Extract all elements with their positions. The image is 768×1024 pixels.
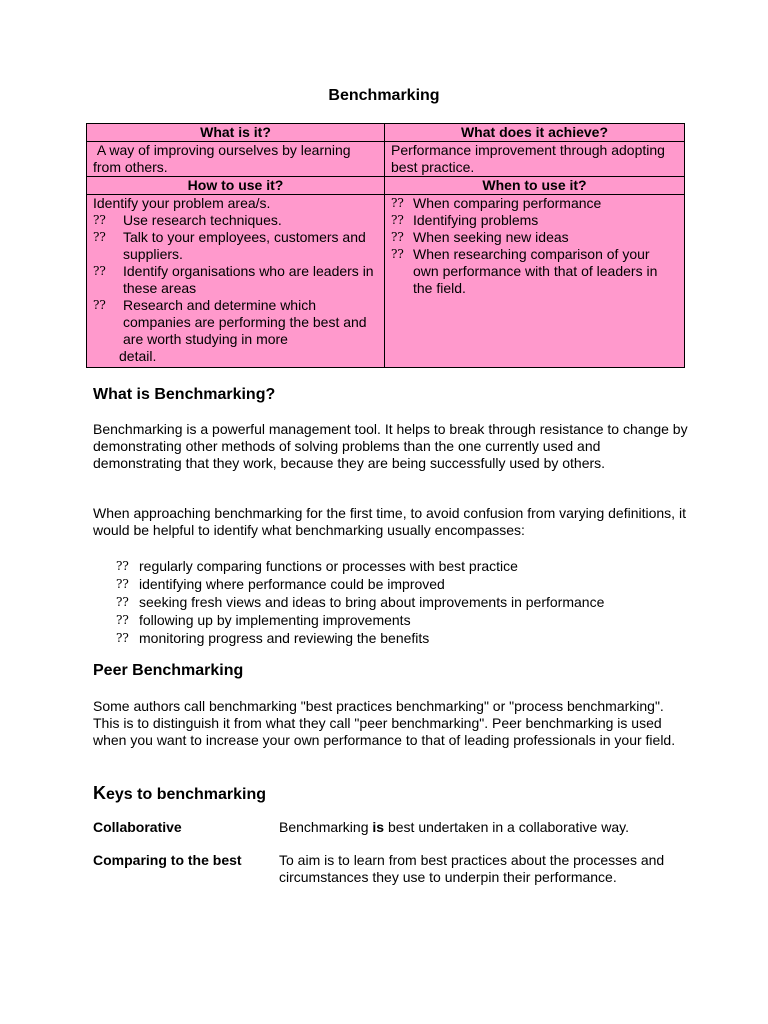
list-item: ?? Research and determine which companies are performing the best and are worth studying in more (93, 297, 367, 347)
key-desc-collaborative: Benchmarking is best undertaken in a collaborative way. (279, 819, 629, 835)
list-item: ?? identifying where performance could be improved (116, 576, 445, 592)
bullet-mark: ?? (391, 230, 404, 244)
key-term-comparing: Comparing to the best (93, 852, 242, 868)
encompasses-list (116, 557, 604, 647)
list-item: ?? When seeking new ideas (391, 229, 569, 245)
cell-how-list (87, 195, 385, 368)
section-heading-what-is-benchmarking: What is Benchmarking? (93, 386, 276, 403)
list-item: ?? When researching comparison of your own performance with that of leaders in the field. (391, 246, 658, 296)
list-item: ?? seeking fresh views and ideas to bring about improvements in performance (116, 594, 605, 610)
header-how-to-use: How to use it? (87, 177, 385, 195)
key-desc-comparing: To aim is to learn from best practices about the processes and circumstances they use to underpin their performance. (279, 852, 665, 885)
list-item: ?? regularly comparing functions or processes with best practice (116, 558, 518, 574)
list-item: ?? When comparing performance (391, 195, 602, 211)
cell-achieve-text: Performance improvement through adopting best practice. (385, 142, 685, 177)
cell-when-list (385, 195, 685, 368)
bullet-mark: ?? (93, 264, 106, 278)
bullet-mark: ?? (116, 631, 129, 645)
bullet-mark: ?? (391, 213, 404, 227)
bullet-mark: ?? (116, 559, 129, 573)
how-tail: detail. (119, 348, 157, 364)
paragraph-approach: When approaching benchmarking for the first time, to avoid confusion from varying definitions, it would be helpful to identify what benchmarking usually encompasses: (93, 505, 686, 538)
bullet-mark: ?? (116, 613, 129, 627)
paragraph-intro: Benchmarking is a powerful management tool. It helps to break through resistance to change by demonstrating other methods of solving problems than the one currently used and demonstrating that they work, because they are being successfully used by others. (93, 421, 688, 471)
table-row (87, 195, 685, 368)
header-when-to-use: When to use it? (385, 177, 685, 195)
table-header-row (87, 124, 685, 142)
header-what-does-it-achieve: What does it achieve? (385, 124, 685, 142)
bullet-mark: ?? (93, 213, 106, 227)
section-heading-keys: Keys to benchmarking (93, 783, 267, 803)
page-title: Benchmarking (328, 87, 440, 104)
bullet-mark: ?? (391, 196, 404, 210)
list-item: ?? following up by implementing improvements (116, 612, 411, 628)
list-item: ?? Identifying problems (391, 212, 539, 228)
list-item: ?? Identify organisations who are leaders in these areas (93, 263, 374, 296)
bullet-mark: ?? (116, 577, 129, 591)
list-item: ?? monitoring progress and reviewing the benefits (116, 630, 430, 646)
table-row (87, 142, 685, 177)
list-item: ?? Talk to your employees, customers and suppliers. (93, 229, 366, 262)
summary-table (86, 123, 685, 368)
cell-what-text: A way of improving ourselves by learning from others. (87, 142, 385, 177)
how-intro: Identify your problem area/s. (93, 195, 271, 211)
section-heading-peer-benchmarking: Peer Benchmarking (93, 662, 244, 679)
bullet-mark: ?? (93, 230, 106, 244)
table-header-row (87, 177, 685, 195)
header-what-is-it: What is it? (87, 124, 385, 142)
bullet-mark: ?? (391, 247, 404, 261)
bullet-mark: ?? (93, 298, 106, 312)
paragraph-peer: Some authors call benchmarking "best practices benchmarking" or "process benchmarking". This is to distinguish it from what they call "peer benchmarking". Peer benchmarking is used when you want to increase your own performance to that of leading professionals in your field. (93, 698, 676, 748)
key-term-collaborative: Collaborative (93, 819, 182, 835)
bullet-mark: ?? (116, 595, 129, 609)
list-item: ?? Use research techniques. (93, 212, 282, 228)
